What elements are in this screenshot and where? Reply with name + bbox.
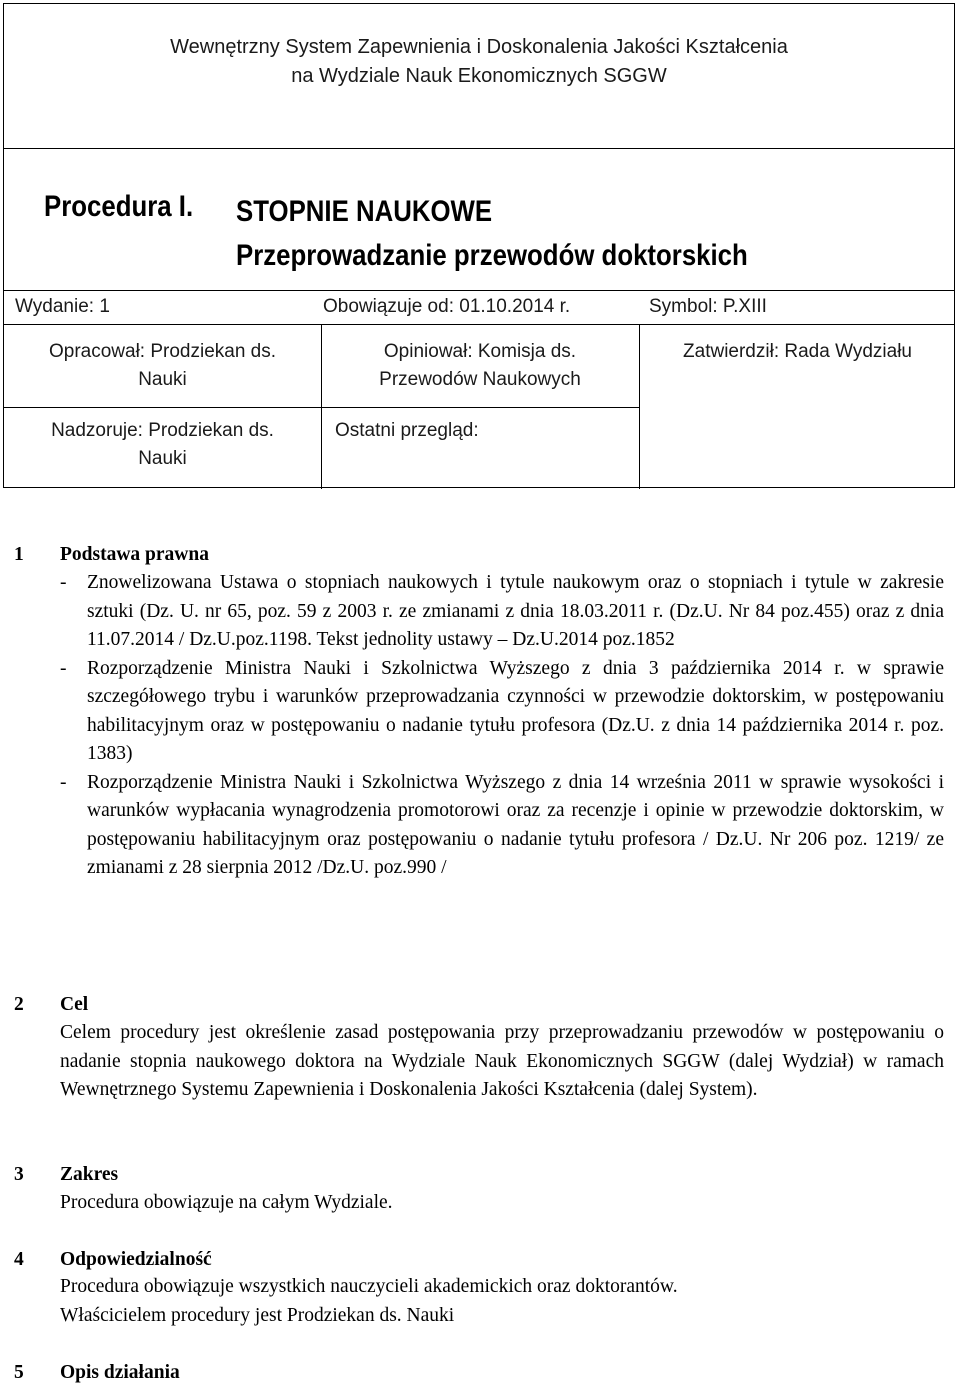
procedure-label: Procedura I. xyxy=(44,190,194,223)
header-divider xyxy=(4,290,954,291)
prepared-by xyxy=(4,338,321,394)
last-review: Ostatni przegląd: xyxy=(335,420,479,441)
supervised-by xyxy=(4,417,321,473)
section-title: Podstawa prawna xyxy=(60,544,209,565)
legal-act-text: Rozporządzenie Ministra Nauki i Szkolnictwa Wyższego z dnia 14 września 2011 w sprawie wysokości i warunków wypłacania wynagrodzenia promotorowi oraz za recenzje i opinie w przewodzie doktorskim, w postępowaniu habilitacyjnym oraz postępowaniu o nadanie tytułu profesora / Dz.U. Nr 206 poz. 1219/ ze zmianami z 28 sierpnia 2012 /Dz.U. poz.990 / xyxy=(87,771,944,878)
section-title: Odpowiedzialność xyxy=(60,1249,212,1270)
list-item: - Rozporządzenie Ministra Nauki i Szkolnictwa Wyższego z dnia 14 września 2011 w sprawie wysokości i warunków wypłacania wynagrodzenia promotorowi oraz za recenzje i opinie w przewodzie doktorskim, w postępowaniu habilitacyjnym oraz postępowaniu o nadanie tytułu profesora / Dz.U. Nr 206 poz. 1219/ ze zmianami z 28 sierpnia 2012 /Dz.U. poz.990 / xyxy=(60,771,944,878)
section-title: Cel xyxy=(60,994,89,1015)
institution-name xyxy=(4,33,954,91)
section-number: 3 xyxy=(14,1164,24,1185)
section-goal-text: Celem procedury jest określenie zasad postępowania przy przeprowadzaniu przewodów w postępowaniu o nadanie stopnia naukowego doktora na Wydziale Nauk Ekonomicznych SGGW (dalej Wydział) w ramach Wewnętrznego Systemu Zapewnienia i Doskonalenia Jakości Kształcenia (dalej System). xyxy=(60,1022,944,1100)
section-responsibility-text xyxy=(60,1273,944,1330)
list-item: - Rozporządzenie Ministra Nauki i Szkolnictwa Wyższego z dnia 3 października 2014 r. w sprawie szczegółowego trybu i warunków przeprowadzania czynności w przewodzie doktorskim, w postępowaniu habilitacyjnym oraz w postępowaniu o nadanie tytułu profesora (Dz.U. z dnia 14 października 2014 r. poz. 1383) xyxy=(60,657,944,764)
responsibility-line-1: Procedura obowiązuje wszystkich nauczycieli akademickich oraz doktorantów. xyxy=(60,1276,678,1297)
legal-act-text: Znowelizowana Ustawa o stopniach naukowych i tytule naukowym oraz o stopniach i tytule w zakresie sztuki (Dz. U. nr 65, poz. 59 z 2003 r. ze zmianami z dnia 18.03.2011 r. (Dz.U. Nr 84 poz.455) oraz z dnia 11.07.2014 / Dz.U.poz.1198. Tekst jednolity ustawy – Dz.U.2014 poz.1852 xyxy=(87,572,944,650)
supervised-line-2: Nauki xyxy=(138,448,187,469)
procedure-title-line-2: Przeprowadzanie przewodów doktorskich xyxy=(236,239,748,272)
list-item: - Znowelizowana Ustawa o stopniach naukowych i tytule naukowym oraz o stopniach i tytule w zakresie sztuki (Dz. U. nr 65, poz. 59 z 2003 r. ze zmianami z dnia 18.03.2011 r. (Dz.U. Nr 84 poz.455) oraz z dnia 11.07.2014 / Dz.U.poz.1198. Tekst jednolity ustawy – Dz.U.2014 poz.1852 xyxy=(60,572,944,650)
section-number: 2 xyxy=(14,994,24,1015)
section-number: 5 xyxy=(14,1362,24,1383)
opinion-line-1: Opiniował: Komisja ds. xyxy=(383,341,577,362)
header-divider xyxy=(4,148,954,149)
symbol: Symbol: P.XIII xyxy=(649,296,767,317)
valid-from: Obowiązuje od: 01.10.2014 r. xyxy=(323,296,571,317)
procedure-title-line-1: STOPNIE NAUKOWE xyxy=(236,195,493,228)
header-divider xyxy=(4,324,954,325)
legal-act-text: Rozporządzenie Ministra Nauki i Szkolnictwa Wyższego z dnia 3 października 2014 r. w sprawie szczegółowego trybu i warunków przeprowadzania czynności w przewodzie doktorskim, w postępowaniu habilitacyjnym oraz w postępowaniu o nadanie tytułu profesora (Dz.U. z dnia 14 października 2014 r. poz. 1383) xyxy=(87,657,944,764)
document-header-table xyxy=(3,3,955,488)
section-number: 1 xyxy=(14,544,24,565)
supervised-line-1: Nadzoruje: Prodziekan ds. xyxy=(51,420,274,441)
prepared-by-line-1: Opracował: Prodziekan ds. xyxy=(48,341,277,362)
procedure-title xyxy=(236,190,748,278)
legal-basis-list xyxy=(60,569,944,883)
edition: Wydanie: 1 xyxy=(15,296,110,317)
opinion-by xyxy=(321,338,639,394)
institution-line-2: na Wydziale Nauk Ekonomicznych SGGW xyxy=(291,65,667,87)
section-number: 4 xyxy=(14,1249,24,1270)
prepared-by-line-2: Nauki xyxy=(138,369,187,390)
header-divider xyxy=(4,407,321,408)
header-divider xyxy=(321,407,639,408)
opinion-line-2: Przewodów Naukowych xyxy=(379,369,581,390)
responsibility-line-2: Właścicielem procedury jest Prodziekan ds. Nauki xyxy=(60,1304,455,1326)
approved-by: Zatwierdził: Rada Wydziału xyxy=(683,341,912,362)
section-title: Zakres xyxy=(60,1164,119,1185)
section-title: Opis działania xyxy=(60,1362,180,1383)
section-scope-text: Procedura obowiązuje na całym Wydziale. xyxy=(60,1192,393,1213)
institution-line-1: Wewnętrzny System Zapewnienia i Doskonalenia Jakości Kształcenia xyxy=(170,36,788,58)
